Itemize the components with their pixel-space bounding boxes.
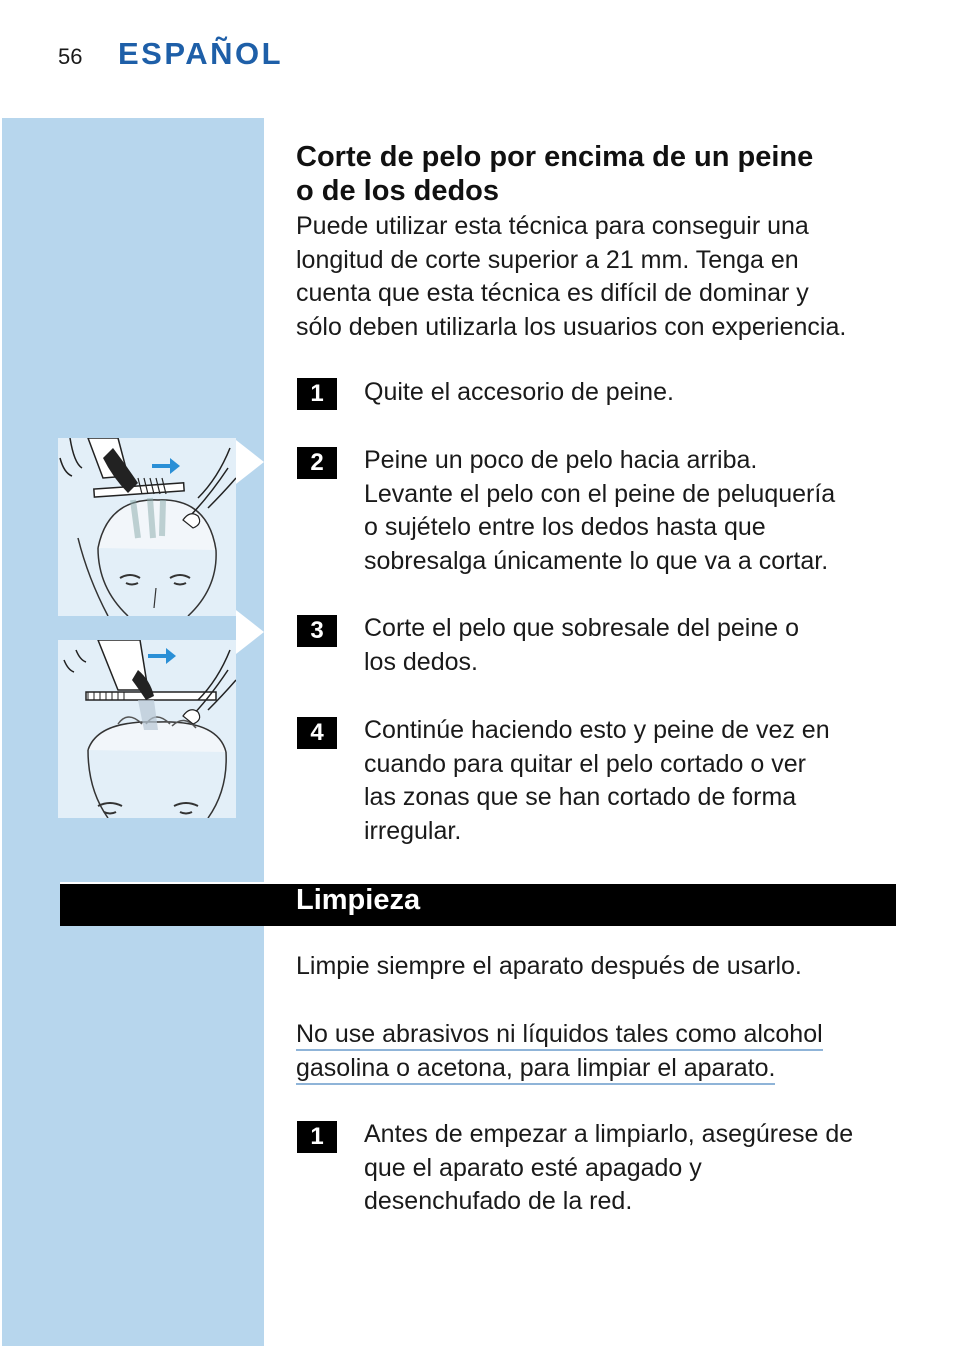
step-text: [364, 612, 924, 679]
hair-cutting-drawing: [58, 438, 236, 616]
cleaning-note: Limpie siempre el aparato después de usarlo.: [296, 952, 802, 980]
step-text: [364, 714, 924, 848]
warning-line: No use abrasivos ni líquidos tales como alcohol: [296, 1020, 823, 1051]
step-line: los dedos.: [364, 647, 478, 676]
step-line: Continúe haciendo esto y peine de vez en: [364, 716, 830, 744]
step-text: [364, 376, 924, 410]
section-heading: [296, 140, 916, 208]
section-heading: Limpieza: [296, 884, 421, 916]
hair-cutting-illustration: [58, 640, 236, 818]
step-number: 1: [297, 1121, 337, 1153]
step-line: Antes de empezar a limpiarlo, asegúrese de: [364, 1120, 854, 1148]
warning-line: gasolina o acetona, para limpiar el aparato.: [296, 1054, 775, 1085]
step-line: Quite el accesorio de peine.: [364, 378, 674, 406]
page-number: 56: [58, 44, 83, 69]
hair-cutting-illustration: [58, 438, 236, 616]
step-number: 4: [297, 717, 337, 749]
step-line: Corte el pelo que sobresale del peine o: [364, 614, 800, 642]
intro-line: sólo deben utilizarla los usuarios con experiencia.: [296, 312, 847, 341]
section-heading-bar: [60, 882, 896, 926]
arrow-right-icon: [152, 458, 180, 474]
step-line: irregular.: [364, 816, 462, 845]
step-line: las zonas que se han cortado de forma: [364, 783, 797, 812]
section-heading-line: Corte de pelo por encima de un peine: [296, 141, 814, 173]
intro-line: Puede utilizar esta técnica para conseguir una: [296, 212, 809, 240]
arrow-right-icon: [148, 648, 176, 664]
step-line: cuando para quitar el pelo cortado o ver: [364, 749, 806, 778]
step-line: o sujételo entre los dedos hasta que: [364, 513, 766, 542]
step-number: 2: [297, 447, 337, 479]
step-number: 1: [297, 378, 337, 410]
step-text: [364, 444, 924, 578]
intro-line: cuenta que esta técnica es difícil de dominar y: [296, 279, 809, 308]
illustration-pointer: [236, 440, 264, 484]
step-line: Peine un poco de pelo hacia arriba.: [364, 446, 758, 474]
illustration-pointer: [236, 610, 264, 654]
section-heading-line: o de los dedos: [296, 175, 500, 207]
step-line: sobresalga únicamente lo que va a cortar.: [364, 546, 829, 575]
intro-paragraph: [296, 210, 916, 344]
step-number: 3: [297, 615, 337, 647]
cleaning-warning: [296, 1018, 916, 1085]
step-line: desenchufado de la red.: [364, 1187, 633, 1216]
intro-line: longitud de corte superior a 21 mm. Tenga en: [296, 245, 799, 274]
language-title: ESPAÑOL: [118, 36, 284, 71]
step-text: [364, 1118, 924, 1219]
step-line: que el aparato esté apagado y: [364, 1153, 702, 1182]
hair-cutting-drawing: [58, 640, 236, 818]
step-line: Levante el pelo con el peine de peluquería: [364, 479, 836, 508]
